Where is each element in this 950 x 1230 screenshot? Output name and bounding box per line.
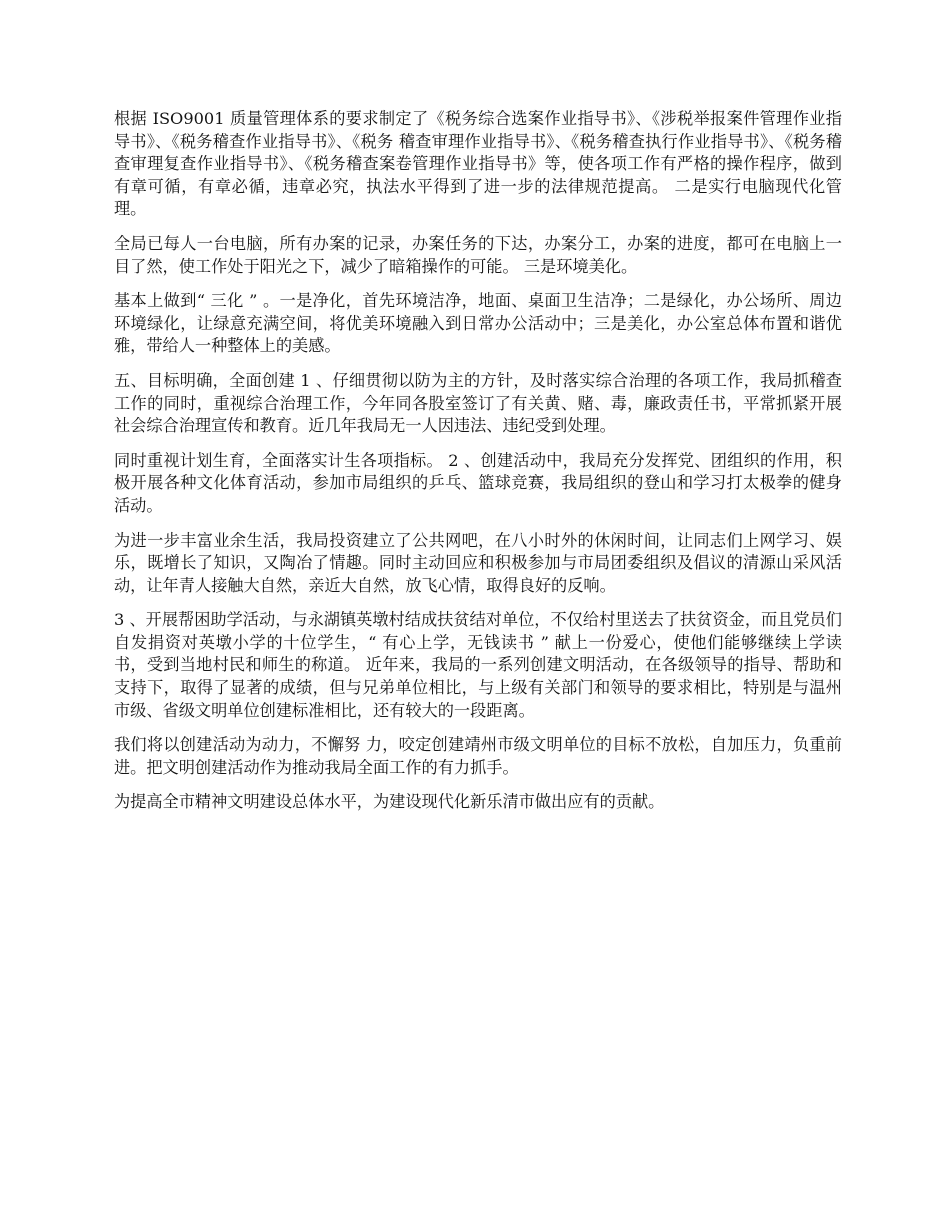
paragraph: 3 、开展帮困助学活动，与永湖镇英墩村结成扶贫结对单位，不仅给村里送去了扶贫资金，而且党员们自发捐资对英墩小学的十位学生，“ 有心上学，无钱读书 ” 献上一份爱心，使他们能够继续上学读书，受到当地村民和师生的称道。 近年来，我局的一系列创建文明活动，在各级领导的指导、帮助和支持下，取得了显著的成绩，但与兄弟单位相比，与上级有关部门和领导的要求相比，特别是与温州市级、省级文明单位创建标准相比，还有较大的一段距离。 [114,610,842,720]
paragraph: 同时重视计划生育，全面落实计生各项指标。 2 、创建活动中，我局充分发挥党、团组织的作用，积极开展各种文化体育活动，参加市局组织的乒乓、篮球竞赛，我局组织的登山和学习打太极拳的健身活动。 [114,450,842,515]
paragraph: 全局已每人一台电脑，所有办案的记录，办案任务的下达，办案分工，办案的进度，都可在电脑上一目了然，使工作处于阳光之下，减少了暗箱操作的可能。 三是环境美化。 [114,233,842,276]
paragraph: 基本上做到“ 三化 ” 。一是净化，首先环境洁净，地面、桌面卫生洁净；二是绿化，办公场所、周边环境绿化，让绿意充满空间，将优美环境融入到日常办公活动中；三是美化，办公室总体布置和谐优雅，带给人一种整体上的美感。 [114,291,842,356]
document-body [114,108,842,826]
paragraph: 为进一步丰富业余生活，我局投资建立了公共网吧，在八小时外的休闲时间，让同志们上网学习、娱乐，既增长了知识，又陶冶了情趣。同时主动回应和积极参加与市局团委组织及倡议的清源山采风活动，让年青人接触大自然，亲近大自然，放飞心情，取得良好的反响。 [114,530,842,595]
paragraph: 五、目标明确，全面创建 1 、仔细贯彻以防为主的方针，及时落实综合治理的各项工作，我局抓稽查工作的同时，重视综合治理工作，今年同各股室签订了有关黄、赌、毒，廉政责任书，平常抓紧开展社会综合治理宣传和教育。近几年我局无一人因违法、违纪受到处理。 [114,370,842,436]
paragraph: 为提高全市精神文明建设总体水平，为建设现代化新乐清市做出应有的贡献。 [114,792,665,812]
paragraph: 我们将以创建活动为动力，不懈努 力，咬定创建靖州市级文明单位的目标不放松，自加压力，负重前进。把文明创建活动作为推动我局全面工作的有力抓手。 [114,735,842,777]
paragraph: 根据 ISO9001 质量管理体系的要求制定了《税务综合选案作业指导书》、《涉税举报案件管理作业指导书》、《税务稽查作业指导书》、《税务 稽查审理作业指导书》、《税务稽查执行作业指导书》、《税务稽查审理复查作业指导书》、《税务稽查案卷管理作业指导书》等，使各项工作有严格的操作程序，做到有章可循，有章必循，违章必究，执法水平得到了进一步的法律规范提高。 二是实行电脑现代化管理。 [114,109,842,219]
